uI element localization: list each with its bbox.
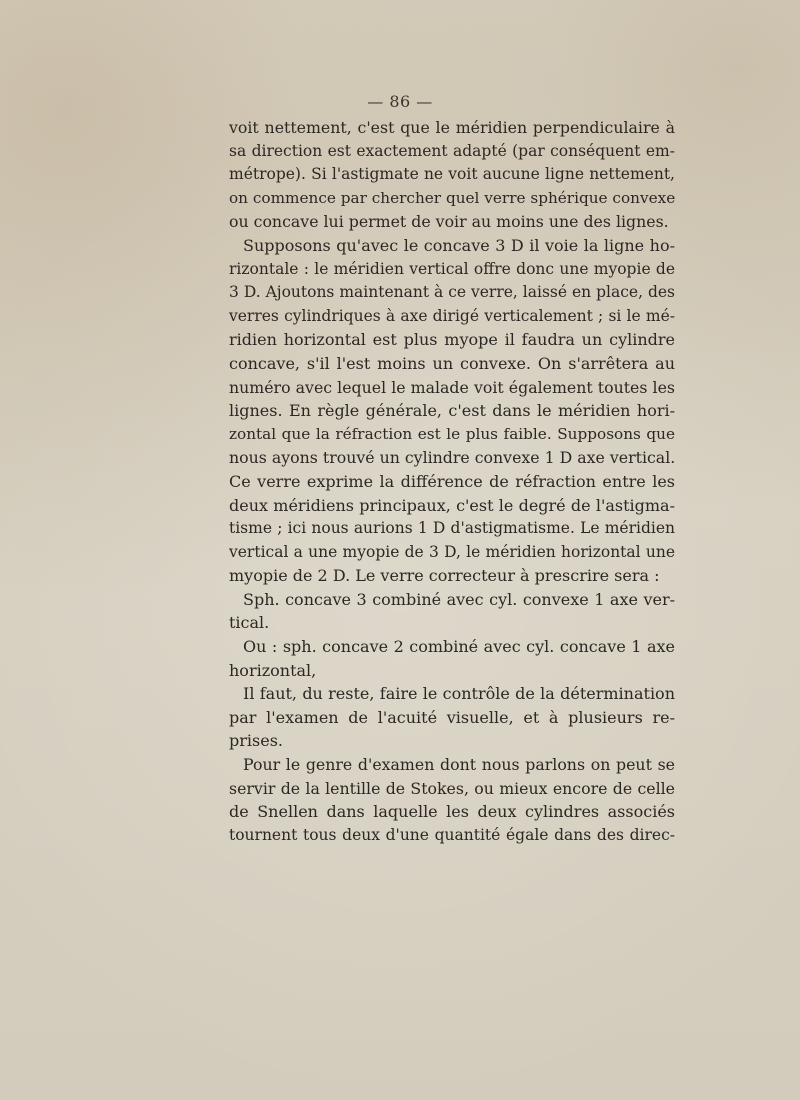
text-line: deux méridiens principaux, c'est le degré de l'astigma- [229, 495, 675, 515]
text-line: on commence par chercher quel verre sphérique convexe [229, 188, 676, 207]
text-line: myopie de 2 D. Le verre correcteur à prescrire sera : [229, 566, 660, 586]
text-line: Supposons qu'avec le concave 3 D il voie la ligne ho- [243, 235, 675, 255]
text-line: Ce verre exprime la différence de réfraction entre les [229, 471, 675, 491]
text-line: métrope). Si l'astigmate ne voit aucune ligne nettement, [229, 165, 675, 184]
text-line: ou concave lui permet de voir au moins une des lignes. [229, 212, 669, 232]
text-line: 3 D. Ajoutons maintenant à ce verre, laissé en place, des [229, 283, 675, 302]
text-line: tical. [229, 613, 270, 633]
text-line: rizontale : le méridien vertical offre donc une myopie de [229, 259, 675, 278]
text-line: vertical a une myopie de 3 D, le méridien horizontal une [229, 542, 675, 561]
text-line: numéro avec lequel le malade voit également toutes les [229, 377, 675, 397]
text-line: ridien horizontal est plus myope il faudra un cylindre [229, 330, 675, 350]
text-line: Il faut, du reste, faire le contrôle de la détermination [243, 684, 675, 704]
text-line: Ou : sph. concave 2 combiné avec cyl. concave 1 axe [243, 637, 675, 657]
body-text [229, 116, 675, 847]
text-line: tournent tous deux d'une quantité égale dans des direc- [229, 825, 675, 844]
text-line: horizontal, [229, 660, 317, 680]
text-line: concave, s'il l'est moins un convexe. On s'arrêtera au [229, 353, 675, 373]
text-line: de Snellen dans laquelle les deux cylindres associés [229, 802, 675, 822]
text-line: par l'examen de l'acuité visuelle, et à plusieurs re- [229, 707, 675, 727]
text-line: tisme ; ici nous aurions 1 D d'astigmatisme. Le méridien [229, 519, 675, 538]
text-line: zontal que la réfraction est le plus faible. Supposons que [229, 424, 675, 443]
text-line: verres cylindriques à axe dirigé verticalement ; si le mé- [229, 306, 675, 325]
text-line: sa direction est exactement adapté (par conséquent em- [229, 141, 675, 160]
text-line: Sph. concave 3 combiné avec cyl. convexe 1 axe ver- [243, 589, 675, 609]
text-line: prises. [229, 731, 283, 751]
text-line: voit nettement, c'est que le méridien perpendiculaire à [229, 118, 675, 137]
text-line: nous ayons trouvé un cylindre convexe 1 D axe vertical. [229, 448, 676, 468]
page-number: — 86 — [367, 92, 433, 111]
text-line: lignes. En règle générale, c'est dans le méridien hori- [229, 401, 675, 421]
text-line: servir de la lentille de Stokes, ou mieux encore de celle [229, 778, 675, 798]
text-line: Pour le genre d'examen dont nous parlons on peut se [243, 755, 675, 775]
